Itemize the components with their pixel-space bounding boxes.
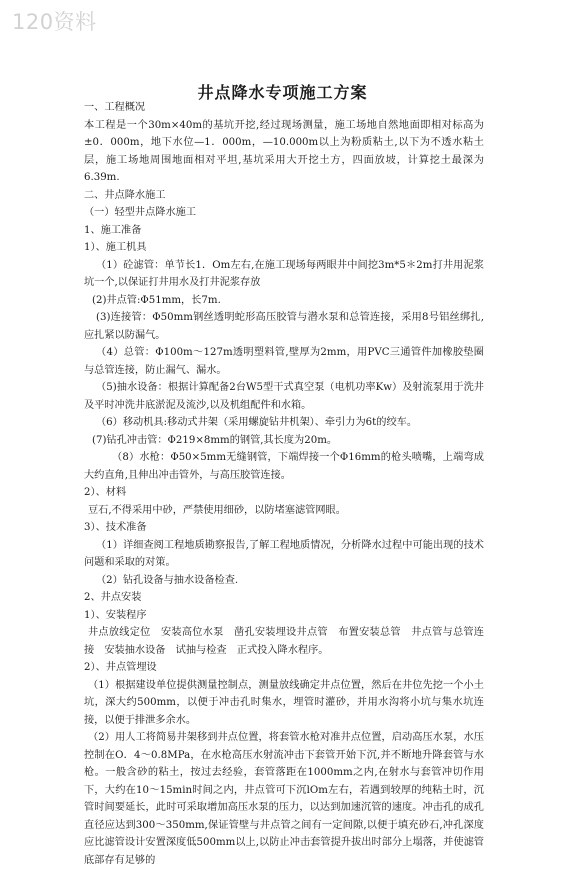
- paragraph: 2）、材料: [84, 487, 127, 498]
- paragraph: 2）、井点管埋设: [84, 662, 157, 673]
- paragraph: 3）、技术准备: [84, 522, 147, 533]
- paragraph: 二、井点降水施工: [84, 189, 166, 201]
- paragraph: (7)钻孔冲击管：Φ219×8mm的钢管,其长度为20m。: [92, 434, 338, 446]
- paragraph: （5)抽水设备：根据计算配备2台W5型干式真空泵（电机功率Kw）及射流泵用于洗井及平时冲洗井底淤泥及流沙,以及机组配件和水箱。: [84, 382, 484, 411]
- paragraph: 1）、施工机具: [84, 242, 147, 253]
- paragraph: 豆石,不得采用中砂，严禁使用细砂，以防堵塞滤管网眼。: [88, 504, 346, 516]
- paragraph: 1）、安装程序: [84, 609, 147, 621]
- paragraph: 本工程是一个30m×40m的基坑开挖,经过现场测量，施工场地自然地面即相对标高为±0．000m，地下水位—1．000m，—10.000m以上为粉质粘土,以下为不透水粘土层，施工场地周围地面相对平坦,基坑采用大开挖土方，四面放坡，计算挖土最深为6.39m.: [84, 119, 484, 183]
- document-body: [84, 99, 484, 869]
- paragraph: (2)井点管:Φ51mm，长7m.: [92, 294, 221, 306]
- document-title: 井点降水专项施工方案: [197, 83, 368, 102]
- paragraph: (3)连接管：Φ50mm钢丝透明蛇形高压胶管与潜水泵和总管连接，采用8号铝丝绑扎,应扎紧以防漏气。: [84, 312, 484, 341]
- paragraph: （1）详细查阅工程地质勘察报告,了解工程地质情况，分析降水过程中可能出现的技术问题和采取的对策。: [84, 539, 484, 568]
- paragraph: （2）钻孔设备与抽水设备检查.: [96, 574, 239, 586]
- paragraph: 2、井点安装: [84, 592, 142, 603]
- paragraph: （1）根据建设单位提供测量控制点，测量放线确定井点位置，然后在井位先挖一个小土坑，深大约500mm，以便于冲击孔时集水，埋管时灌砂，并用水沟将小坑与集水坑连接，以便于排泄多余水。: [84, 679, 484, 726]
- paragraph: （2）用人工将简易井架移到井点位置，将套管水枪对准井点位置，启动高压水泵，水压控制在O．4～0.8MPa，在水枪高压水射流冲击下套管开始下沉,并不断地升降套管与水枪。一般含砂的粘土，按过去经验，套管落距在1000mm之内,在射水与套管冲切作用下，大约在10～15min时间之内，井点管可下沉lOm左右，若遇到较厚的纯粘土时，沉管时间要延长，此时可采取增加高压水泵的压力，以达到加速沉管的速度。冲击孔的成孔直径应达到300～350mm,保证管壁与井点管之间有一定间隙,以便于填充砂石,冲孔深度应比滤管设计安置深度低500mm以上,以防止冲击套管提升拔出时部分上塌落，并使滤管底部存有足够的: [84, 732, 484, 866]
- paragraph: （一）轻型井点降水施工: [84, 207, 197, 218]
- paragraph: （6）移动机具:移动式井架（采用螺旋钻井机架）、牵引力为6t的绞车。: [96, 417, 418, 428]
- paragraph: （4）总管：Φ100m～127m透明塑料管,壁厚为2mm，用PVC三通管件加橡胶垫圈与总管连接，防止漏气、漏水。: [84, 347, 484, 376]
- paragraph: 一、工程概况: [84, 102, 146, 113]
- paragraph: 1、施工准备: [84, 224, 142, 236]
- paragraph: （1）砼滤管：单节长1．Om左右,在施工现场每两眼井中间挖3m*5＊2m打井用泥浆坑一个,以保证打井用水及打井泥浆存放: [84, 259, 484, 288]
- watermark: 120资料: [12, 10, 97, 34]
- paragraph: 井点放线定位 安装高位水泵 凿孔安装埋设井点管 布置安装总管 井点管与总管连接 安装抽水设备 试抽与检查 正式投入降水程序。: [84, 627, 484, 656]
- paragraph: （8）水枪：Φ50×5mm无缝钢管，下端焊接一个Φ16mm的枪头喷嘴，上端弯成大约直角,且伸出冲击管外，与高压胶管连接。: [84, 452, 484, 481]
